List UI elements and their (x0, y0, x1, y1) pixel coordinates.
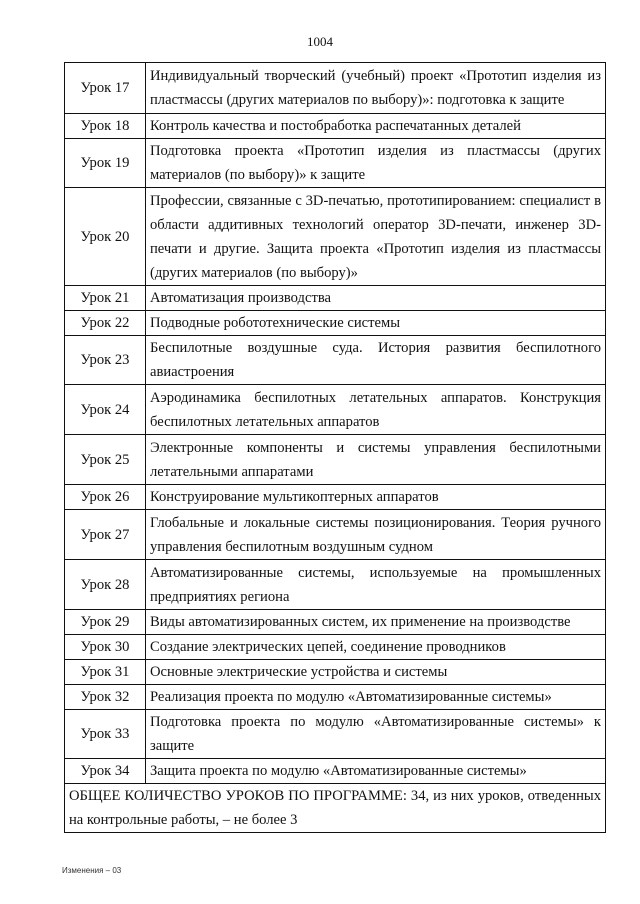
lesson-number: Урок 32 (65, 685, 146, 710)
lesson-number: Урок 23 (65, 336, 146, 385)
lesson-topic: Реализация проекта по модулю «Автоматизированные системы» (146, 685, 606, 710)
table-row (65, 759, 606, 784)
lesson-number: Урок 30 (65, 635, 146, 660)
table-row (65, 188, 606, 286)
lesson-topic: Электронные компоненты и системы управления беспилотными летательными аппаратами (146, 435, 606, 485)
lesson-topic: Индивидуальный творческий (учебный) проект «Прототип изделия из пластмассы (других материалов по выбору)»: подготовка к защите (146, 63, 606, 114)
lesson-topic: Подготовка проекта по модулю «Автоматизированные системы» к защите (146, 710, 606, 759)
lesson-number: Урок 18 (65, 114, 146, 139)
lesson-number: Урок 27 (65, 510, 146, 560)
lesson-topic: Подготовка проекта «Прототип изделия из пластмассы (других материалов (по выбору)» к защите (146, 139, 606, 188)
lesson-topic: Подводные робототехнические системы (146, 311, 606, 336)
total-lessons-summary: ОБЩЕЕ КОЛИЧЕСТВО УРОКОВ ПО ПРОГРАММЕ: 34, из них уроков, отведенных на контрольные работы, – не более 3 (65, 784, 606, 833)
table-row (65, 685, 606, 710)
table-row (65, 336, 606, 385)
lesson-number: Урок 26 (65, 485, 146, 510)
lesson-number: Урок 22 (65, 311, 146, 336)
table-row (65, 385, 606, 435)
lesson-number: Урок 25 (65, 435, 146, 485)
table-row (65, 710, 606, 759)
table-row (65, 510, 606, 560)
lesson-number: Урок 34 (65, 759, 146, 784)
lesson-topic: Виды автоматизированных систем, их применение на производстве (146, 610, 606, 635)
lesson-topic: Аэродинамика беспилотных летательных аппаратов. Конструкция беспилотных летательных аппаратов (146, 385, 606, 435)
lesson-number: Урок 17 (65, 63, 146, 114)
lesson-topic: Автоматизированные системы, используемые на промышленных предприятиях региона (146, 560, 606, 610)
lesson-topic: Беспилотные воздушные суда. История развития беспилотного авиастроения (146, 336, 606, 385)
lessons-table (64, 62, 606, 833)
table-row (65, 139, 606, 188)
revision-note: Изменения – 03 (62, 866, 122, 875)
table-row (65, 560, 606, 610)
lesson-topic: Профессии, связанные с 3D-печатью, прототипированием: специалист в области аддитивных технологий оператор 3D-печати, инженер 3D-печати и другие. Защита проекта «Прототип изделия из пластмассы (других материалов (по выбору)» (146, 188, 606, 286)
lesson-number: Урок 21 (65, 286, 146, 311)
lesson-topic: Контроль качества и постобработка распечатанных деталей (146, 114, 606, 139)
page-number: 1004 (307, 34, 333, 49)
table-row (65, 635, 606, 660)
table-row (65, 610, 606, 635)
lesson-number: Урок 33 (65, 710, 146, 759)
table-row (65, 114, 606, 139)
summary-row (65, 784, 606, 833)
lesson-topic: Основные электрические устройства и системы (146, 660, 606, 685)
table-row (65, 311, 606, 336)
lesson-number: Урок 28 (65, 560, 146, 610)
table-row (65, 286, 606, 311)
table-row (65, 435, 606, 485)
table-row (65, 485, 606, 510)
table-row (65, 63, 606, 114)
lesson-topic: Конструирование мультикоптерных аппаратов (146, 485, 606, 510)
lesson-number: Урок 19 (65, 139, 146, 188)
lesson-number: Урок 24 (65, 385, 146, 435)
lesson-number: Урок 20 (65, 188, 146, 286)
lesson-topic: Защита проекта по модулю «Автоматизированные системы» (146, 759, 606, 784)
table-row (65, 660, 606, 685)
lesson-number: Урок 29 (65, 610, 146, 635)
lesson-number: Урок 31 (65, 660, 146, 685)
lesson-topic: Автоматизация производства (146, 286, 606, 311)
lesson-topic: Создание электрических цепей, соединение проводников (146, 635, 606, 660)
lesson-topic: Глобальные и локальные системы позиционирования. Теория ручного управления беспилотным воздушным судном (146, 510, 606, 560)
